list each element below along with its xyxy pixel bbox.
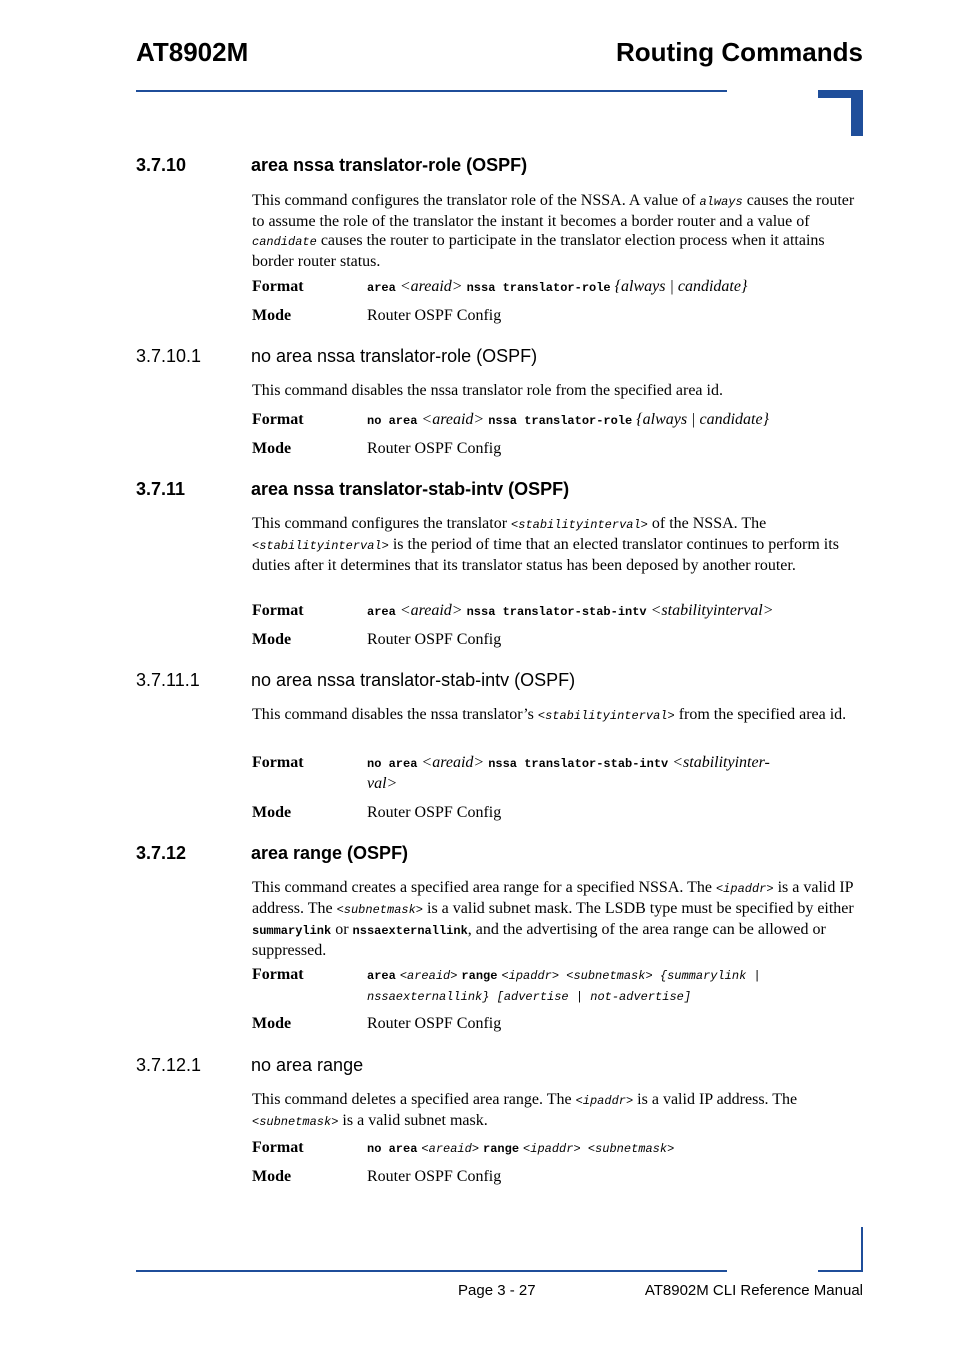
mode-label: Mode (252, 631, 292, 648)
mode-label: Mode (252, 804, 292, 821)
bottom-corner-mark (818, 1270, 863, 1272)
header-rule (136, 90, 727, 92)
mode-value: Router OSPF Config (367, 307, 502, 324)
mode-value: Router OSPF Config (367, 1168, 502, 1185)
section-paragraph: This command deletes a specified area range. The <ipaddr> is a valid IP address. The <subnetmask> is a valid subnet mask. (252, 1091, 798, 1129)
format-syntax: area <areaid> nssa translator-role {always | candidate} (367, 278, 748, 295)
mode-label: Mode (252, 1168, 292, 1185)
mode-label: Mode (252, 1015, 292, 1032)
section-paragraph: This command configures the translator <stabilityinterval> of the NSSA. The <stabilityinterval> is the period of time that an elected translator continues to perform its duties after it determines that its translator status has been deposed by another router. (252, 515, 839, 574)
mode-value: Router OSPF Config (367, 631, 502, 648)
header-chapter-title: Routing Commands (616, 37, 863, 67)
page-number: Page 3 - 27 (458, 1282, 536, 1299)
footer-rule (136, 1270, 727, 1272)
format-label: Format (252, 602, 304, 619)
section-paragraph: This command configures the translator role of the NSSA. A value of always causes the router to assume the role of the translator the instant it becomes a border router and a value of candidate causes the router to participate in the translator election process when it attains border router status. (252, 192, 855, 270)
mode-label: Mode (252, 440, 292, 457)
format-label: Format (252, 411, 304, 428)
manual-title: AT8902M CLI Reference Manual (644, 1282, 863, 1299)
section-paragraph: This command disables the nssa translator’s <stabilityinterval> from the specified area id. (252, 706, 847, 723)
section-heading: 3.7.12 area range (OSPF) (136, 843, 409, 863)
subsection-heading: 3.7.11.1 no area nssa translator-stab-intv (OSPF) (136, 670, 576, 690)
format-label: Format (252, 754, 304, 771)
format-syntax: no area <areaid> nssa translator-stab-intv <stabilityinter- val> (367, 754, 770, 792)
format-syntax: area <areaid> range <ipaddr> <subnetmask> {summarylink | nssaexternallink} [advertise | not-advertise] (367, 969, 761, 1004)
bottom-corner-mark-vertical (861, 1227, 863, 1272)
format-label: Format (252, 1139, 304, 1156)
mode-value: Router OSPF Config (367, 804, 502, 821)
format-label: Format (252, 966, 304, 983)
section-heading: 3.7.10 area nssa translator-role (OSPF) (136, 155, 528, 175)
format-syntax: no area <areaid> nssa translator-role {always | candidate} (367, 411, 769, 428)
format-syntax: area <areaid> nssa translator-stab-intv <stabilityinterval> (367, 602, 774, 619)
mode-value: Router OSPF Config (367, 440, 502, 457)
format-syntax: no area <areaid> range <ipaddr> <subnetmask> (367, 1142, 675, 1156)
top-corner-mark-vertical (851, 90, 863, 136)
section-paragraph: This command disables the nssa translator role from the specified area id. (252, 382, 723, 399)
section-heading: 3.7.11 area nssa translator-stab-intv (OSPF) (136, 479, 570, 499)
header-product-title: AT8902M (136, 37, 249, 67)
mode-label: Mode (252, 307, 292, 324)
mode-value: Router OSPF Config (367, 1015, 502, 1032)
section-paragraph: This command creates a specified area range for a specified NSSA. The <ipaddr> is a valid IP address. The <subnetmask> is a valid subnet mask. The LSDB type must be specified by either summarylink or nssaexternallink, and the advertising of the area range can be allowed or suppressed. (252, 879, 854, 959)
format-label: Format (252, 278, 304, 295)
subsection-heading: 3.7.12.1 no area range (136, 1055, 364, 1075)
subsection-heading: 3.7.10.1 no area nssa translator-role (OSPF) (136, 346, 538, 366)
